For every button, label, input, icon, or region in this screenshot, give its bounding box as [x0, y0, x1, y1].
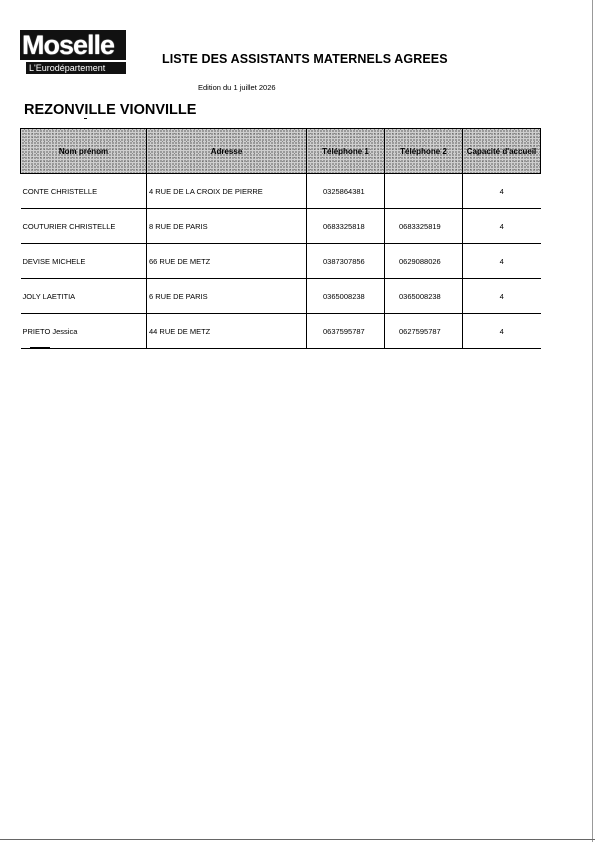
header-name: Nom prénom: [21, 129, 147, 174]
header-capacity: Capacité d'accueil: [463, 129, 541, 174]
cell-phone-2: 0629088026: [385, 244, 463, 279]
cell-capacity: 4: [463, 174, 541, 209]
table-row: [21, 209, 541, 244]
scan-artifact: [30, 347, 50, 348]
cell-phone-1: 0325864381: [307, 174, 385, 209]
scan-artifact: [84, 118, 87, 119]
cell-phone-2: [385, 174, 463, 209]
cell-name: PRIETO Jessica: [21, 314, 147, 349]
cell-phone-2: 0627595787: [385, 314, 463, 349]
commune-heading: REZONVILLE VIONVILLE: [24, 102, 197, 118]
header-phone-2: Téléphone 2: [385, 129, 463, 174]
cell-name: COUTURIER CHRISTELLE: [21, 209, 147, 244]
cell-address: 6 RUE DE PARIS: [147, 279, 307, 314]
document-title: LISTE DES ASSISTANTS MATERNELS AGREES: [162, 52, 448, 66]
table-row: [21, 244, 541, 279]
cell-capacity: 4: [463, 209, 541, 244]
assistants-table: [20, 128, 541, 349]
header-address: Adresse: [147, 129, 307, 174]
cell-address: 44 RUE DE METZ: [147, 314, 307, 349]
cell-phone-1: 0637595787: [307, 314, 385, 349]
cell-name: CONTE CHRISTELLE: [21, 174, 147, 209]
edition-date: Edition du 1 juillet 2026: [198, 83, 276, 92]
cell-address: 66 RUE DE METZ: [147, 244, 307, 279]
table-row: [21, 174, 541, 209]
cell-address: 8 RUE DE PARIS: [147, 209, 307, 244]
cell-phone-2: 0365008238: [385, 279, 463, 314]
header-phone-1: Téléphone 1: [307, 129, 385, 174]
table-row: [21, 279, 541, 314]
cell-name: JOLY LAETITIA: [21, 279, 147, 314]
table-header-row: [21, 129, 541, 174]
scan-edge-right: [592, 0, 593, 842]
table-row: [21, 314, 541, 349]
cell-phone-1: 0387307856: [307, 244, 385, 279]
cell-phone-1: 0365008238: [307, 279, 385, 314]
logo-wordmark: Moselle: [20, 30, 126, 60]
cell-phone-1: 0683325818: [307, 209, 385, 244]
cell-name: DEVISE MICHELE: [21, 244, 147, 279]
moselle-logo: [20, 30, 126, 78]
cell-capacity: 4: [463, 279, 541, 314]
cell-phone-2: 0683325819: [385, 209, 463, 244]
cell-capacity: 4: [463, 244, 541, 279]
cell-capacity: 4: [463, 314, 541, 349]
logo-tagline: L'Eurodépartement: [26, 62, 126, 74]
scan-edge-bottom: [0, 839, 595, 840]
cell-address: 4 RUE DE LA CROIX DE PIERRE: [147, 174, 307, 209]
